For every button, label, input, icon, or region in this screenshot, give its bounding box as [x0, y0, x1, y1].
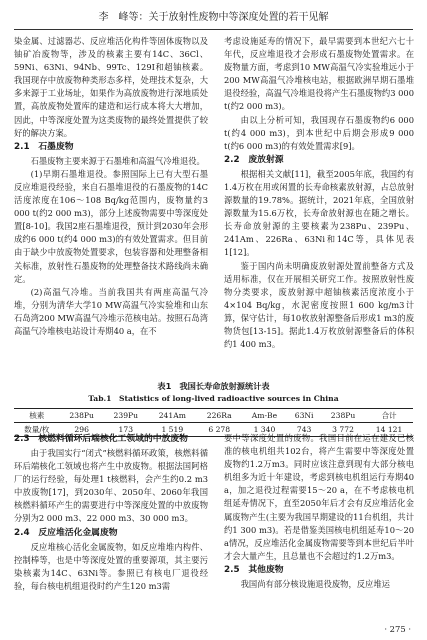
section-heading: 2.3 核燃料循环后端核化工领域的中放废物 [14, 434, 188, 444]
section-heading: 2.1 石墨废物 [14, 141, 74, 152]
table-cell: 3 772 [332, 425, 354, 434]
table-header-cell: 63Ni [287, 409, 321, 423]
right-column-top [224, 35, 414, 351]
paragraph: (1)早期石墨堆退役。参照国际上已有大型石墨反应堆退役经验，来自石墨堆退役的石墨废物的14C活度浓度在106～108 Bq/kg范围内，废物量约3 000 t(约2 000 m3)，部分上述废物需要中等深度处置[8-10]。我国2座石墨堆退役，预计到2030年会形成约6 000 t(约4 000 m3)的有效处置需求。但目前由于缺少中放废物处置要求，包装容器和处理整备相关标准，放射性石墨废物的处理整备技术路线尚未确定。 [14, 168, 208, 284]
left-column-top [14, 35, 208, 338]
table-cell: 743 [296, 425, 312, 434]
paragraph: 由于我国实行“闭式”核燃料循环政策，核燃料循环后端核化工领域也将产生中放废物。根据法国阿格厂的运行经验，每处理1 t核燃料，会产生约0.2 m3中放废物[17]，到2030年、2050年、2060年我国核燃料循环产生的需要进行中等深度处置的中放废物分别为2 000 m3、22 000 m3、30 000 m3。 [14, 448, 208, 524]
running-header: 李 峰等：关于放射性废物中等深度处置的若干见解 [14, 7, 413, 30]
paragraph: 考虑设施延寿的情况下，最早需要到本世纪六七十年代，反应堆退役才会形成石墨废物处置需求。在废物量方面，考虑到10 MW高温气冷实验堆远小于200 MW高温气冷堆核电站，根据欧洲早期石墨堆退役经验，高温气冷堆退役将产生石墨废物约3 000 t(约2 000 m3)。 [224, 36, 414, 112]
table-header-cell: Am-Be [242, 409, 288, 423]
paragraph: 反应堆核心活化金属废物，如反应堆堆内构件、控制棒等，也是中等深度处置的重要源项，其主要污染核素为14C、63Ni等。参照已有核电厂退役经验，每台核电机组退役时约产生120 m3需 [14, 541, 208, 591]
section-heading: 2.2 废放射源 [224, 154, 284, 165]
paragraph: 我国尚有部分核设施退役废物，反应堆运 [240, 578, 390, 589]
table-header-cell: 239Pu [104, 409, 148, 423]
table-header-cell: 226Ra [197, 409, 242, 423]
table-row-label: 数量/枚 [24, 425, 50, 434]
table-header-cell: 238Pu [60, 409, 104, 423]
paragraph: 染金属、过滤器芯、反应堆活化构件等固体废物以及铀矿冶废物等，涉及的核素主要有14C、36Cl、59Ni、63Ni、94Nb、99Tc、129I和超铀核素。我国现存中放废物种类形态多样，处理技术复杂，大多来源于工业场址，如果作为高放废物进行深地质处置，高放废物处置库的建造和运行成本将大大增加，因此，中等深度处置为这类废物的最终处置提供了较好的解决方案。 [14, 36, 208, 138]
section-heading: 2.5 其他废物 [224, 564, 284, 575]
table-header-cell: 核素 [14, 409, 60, 423]
page-number: · 275 · [384, 624, 411, 634]
table-cell: 296 [74, 425, 89, 434]
table-header-cell: 241Am [148, 409, 197, 423]
table-header-cell: 238Pu [321, 409, 365, 423]
section-heading: 2.4 反应堆活化金属废物 [14, 527, 118, 538]
table-1 [14, 380, 413, 437]
table-caption-en: Tab.1 Statistics of long-lived radioactive sources in China [88, 394, 339, 403]
table-cell: 1 519 [161, 425, 184, 434]
left-column-bottom [14, 432, 208, 593]
table-cell: 14 121 [375, 425, 403, 434]
paragraph: 由以上分析可知，我国现存石墨废物约6 000 t(约4 000 m3)，到本世纪中后期会形成9 000 t(约6 000 m3)的有效处置需求[9]。 [224, 114, 414, 151]
paragraph: 要中等深度处置的废物。我国目前在运在建及已核准的核电机组共102台，将产生需要中等深度处置废物约1.2万m3。同时应该注意到现有大部分核电机组多为近十年建设，考虑到核电机组运行寿期40 a，加之退役过程需要15～20 a，在不考虑核电机组延寿情况下，直至2050年后才会有反应堆活化金属废物产生(主要为我国早期建设的11台机组，共计约1 300 m3)。若是借鉴美国核电机组延寿10～20 a情况，反应堆活化金属废物需要等到本世纪后半叶才会大量产生，且总量也不会超过约1.2万m3。 [224, 433, 414, 561]
paragraph: (2)高温气冷堆。当前我国共有两座高温气冷堆，分别为清华大学10 MW高温气冷实验堆和山东石岛湾200 MW高温气冷堆示范核电站。按照石岛湾高温气冷堆核电站设计寿期40 a，在不 [14, 286, 208, 336]
table-header-cell: 合计 [365, 409, 413, 423]
table-header-row [14, 409, 413, 423]
table-caption-cn: 表1 我国长寿命放射源统计表 [157, 381, 270, 391]
table-cell: 1 340 [253, 425, 276, 434]
paragraph: 石墨废物主要来源于石墨堆和高温气冷堆退役。 [30, 155, 205, 166]
right-column-bottom [224, 432, 414, 591]
paragraph: 根据相关文献[11]，截至2005年底，我国约有1.4万枚在用或闲置的长寿命核素放射源，占总放射源数量的19.78%。据统计，2021年底，全国放射源数量为15.6万枚，长寿命放射源也在随之增长。长寿命放射源的主要核素为238Pu、239Pu、241Am、226Ra、63Ni和14C等，具体见表1[12]。 [224, 168, 414, 258]
table-cell: 6 278 [208, 425, 231, 434]
paragraph: 鉴于国内尚未明确废放射源处置前整备方式及适用标准，仅在开展相关研究工作。按照放射性废物分类要求，废放射源中超铀核素活度浓度小于4×104 Bq/kg，水泥密度按照1 600 kg/m3计算，保守估计，每10枚放射源整备后形成1 m3的废物货包[13-15]。据此1.4万枚放射源整备后的体积约1 400 m3。 [224, 260, 414, 350]
table-cell: 173 [118, 425, 134, 434]
